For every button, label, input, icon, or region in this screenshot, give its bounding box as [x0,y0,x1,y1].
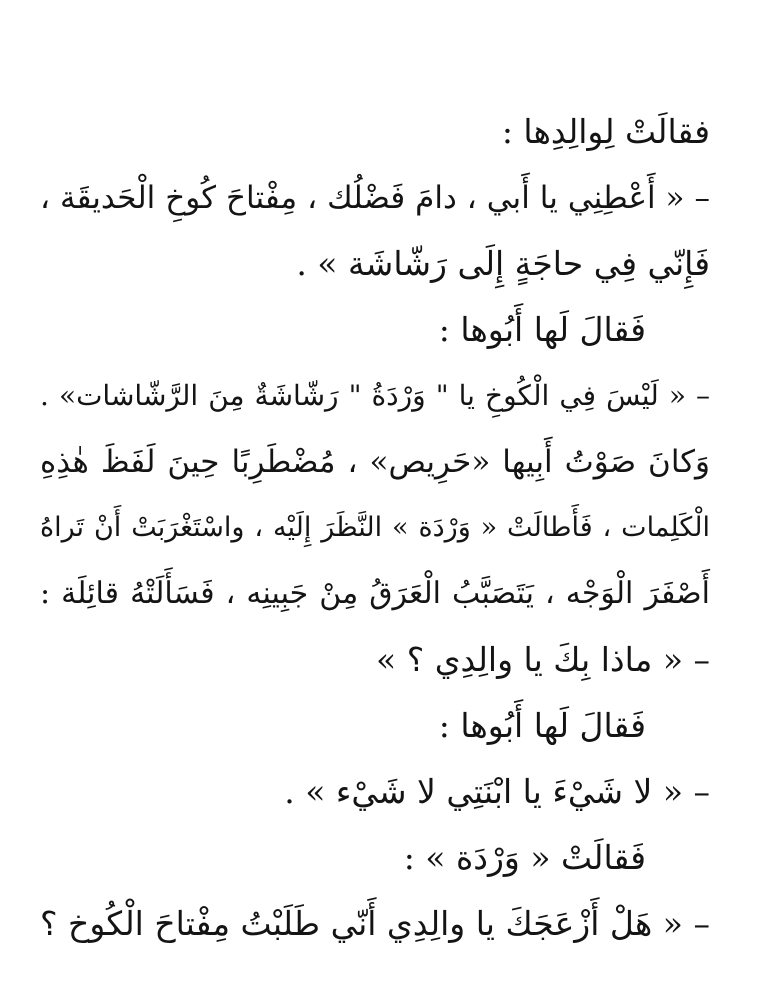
text-line-3: فَإِنّي فِي حاجَةٍ إِلَى رَشّاشَة » . [296,244,710,283]
text-line-11: – « لا شَيْءَ يا ابْنَتِي لا شَيْء » . [284,772,710,811]
text-line-7: الْكَلِمات ، فَأَطالَتْ « وَرْدَة » النَّظَرَ إِلَيْه ، واسْتَغْرَبَتْ أَنْ تَراهُ [40,512,710,543]
text-line-12: فَقالَتْ « وَرْدَة » : [403,838,646,877]
text-line-9: – « ماذا بِكَ يا والِدِي ؟ » [376,640,710,679]
text-line-6: وَكانَ صَوْتُ أَبِيها «حَرِيص» ، مُضْطَرِبًا حِينَ لَفَظَ هٰذِهِ [40,444,710,480]
text-line-4: فَقالَ لَها أَبُوها : [438,310,646,349]
text-line-10: فَقالَ لَها أَبُوها : [438,706,646,745]
text-line-13: – « هَلْ أَزْعَجَكَ يا والِدِي أَنّي طَلَبْتُ مِفْتاحَ الْكُوخ ؟ [40,904,710,943]
text-line-8: أَصْفَرَ الْوَجْه ، يَتَصَبَّبُ الْعَرَقُ مِنْ جَبِينِه ، فَسَأَلَتْهُ قائِلَة : [40,576,710,611]
text-line-5: – « لَيْسَ فِي الْكُوخِ يا " وَرْدَةُ " رَشّاشَةٌ مِنَ الرَّشّاشات» . [40,379,710,412]
text-line-2: – « أَعْطِنِي يا أَبي ، دامَ فَضْلُك ، مِفْتاحَ كُوخِ الْحَديقَة ، [40,180,710,216]
text-line-1: فقالَتْ لِوالِدِها : [501,112,710,151]
